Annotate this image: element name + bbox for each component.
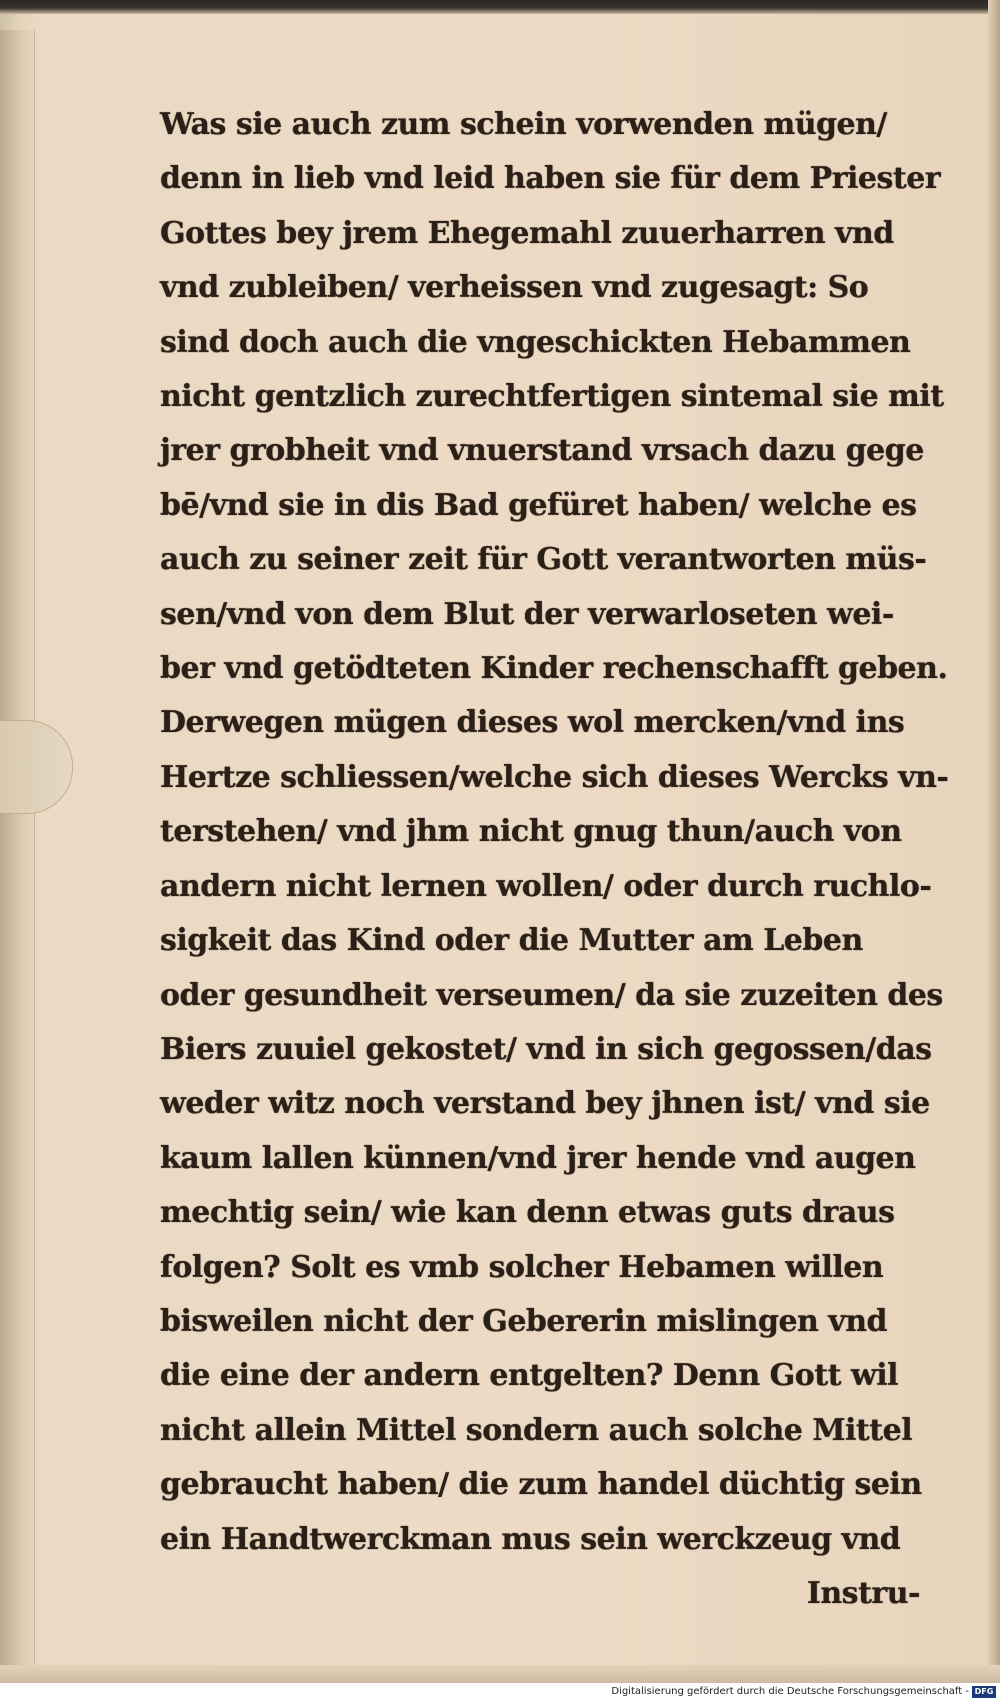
text-line: bē/vnd sie in dis Bad gefüret haben/ welche es — [160, 487, 917, 523]
text-line: folgen? Solt es vmb solcher Hebamen willen — [160, 1249, 884, 1285]
text-line: Was sie auch zum schein vorwenden mügen/ — [160, 107, 887, 142]
text-line: die eine der andern entgelten? Denn Gott wil — [160, 1358, 898, 1394]
text-line: vnd zubleiben/ verheissen vnd zugesagt: So — [160, 270, 869, 306]
digitization-footer — [0, 1683, 1000, 1701]
page-tab — [0, 720, 73, 814]
text-line: sen/vnd von dem Blut der verwarloseten wei- — [160, 596, 894, 632]
text-line: Gottes bey jrem Ehegemahl zuuerharren vnd — [160, 215, 894, 251]
text-line: terstehen/ vnd jhm nicht gnug thun/auch von — [160, 814, 902, 850]
page-right-edge — [988, 0, 1000, 1683]
text-line: jrer grobheit vnd vnuerstand vrsach dazu gege — [160, 433, 924, 469]
text-line: denn in lieb vnd leid haben sie für dem Priester — [160, 161, 941, 197]
text-line: auch zu seiner zeit für Gott verantworten müs- — [160, 542, 927, 578]
dfg-logo: DFG — [972, 1686, 996, 1698]
text-line: Hertze schliessen/welche sich dieses Wercks vn- — [160, 759, 949, 795]
text-line: ein Handtwerckman mus sein werckzeug vnd — [160, 1521, 901, 1557]
text-line: Derwegen mügen dieses wol mercken/vnd ins — [160, 705, 905, 741]
text-line: kaum lallen künnen/vnd jrer hende vnd augen — [160, 1140, 916, 1176]
page-top-edge — [0, 0, 1000, 14]
text-line: gebraucht haben/ die zum handel düchtig sein — [160, 1467, 922, 1503]
text-line: Biers zuuiel gekostet/ vnd in sich gegossen/das — [160, 1031, 932, 1067]
text-line: nicht allein Mittel sondern auch solche Mittel — [160, 1412, 913, 1448]
page-text-block — [160, 98, 949, 1621]
text-line: oder gesundheit verseumen/ da sie zuzeiten des — [160, 977, 943, 1013]
binding-fold — [0, 30, 35, 1670]
text-line: bisweilen nicht der Gebererin mislingen vnd — [160, 1303, 888, 1339]
text-line: andern nicht lernen wollen/ oder durch ruchlo- — [160, 868, 932, 904]
text-line: mechtig sein/ wie kan denn etwas guts draus — [160, 1195, 895, 1231]
text-line: sind doch auch die vngeschickten Hebammen — [160, 324, 911, 360]
catchword: Instru- — [806, 1575, 920, 1611]
page-bottom-edge — [0, 1665, 1000, 1683]
text-line: ber vnd getödteten Kinder rechenschafft geben. — [160, 651, 948, 687]
footer-credit: Digitalisierung gefördert durch die Deutsche Forschungsgemeinschaft - — [611, 1686, 969, 1697]
text-line: sigkeit das Kind oder die Mutter am Leben — [160, 923, 863, 959]
text-line: nicht gentzlich zurechtfertigen sintemal sie mit — [160, 379, 944, 415]
text-line: weder witz noch verstand bey jhnen ist/ vnd sie — [160, 1086, 930, 1122]
